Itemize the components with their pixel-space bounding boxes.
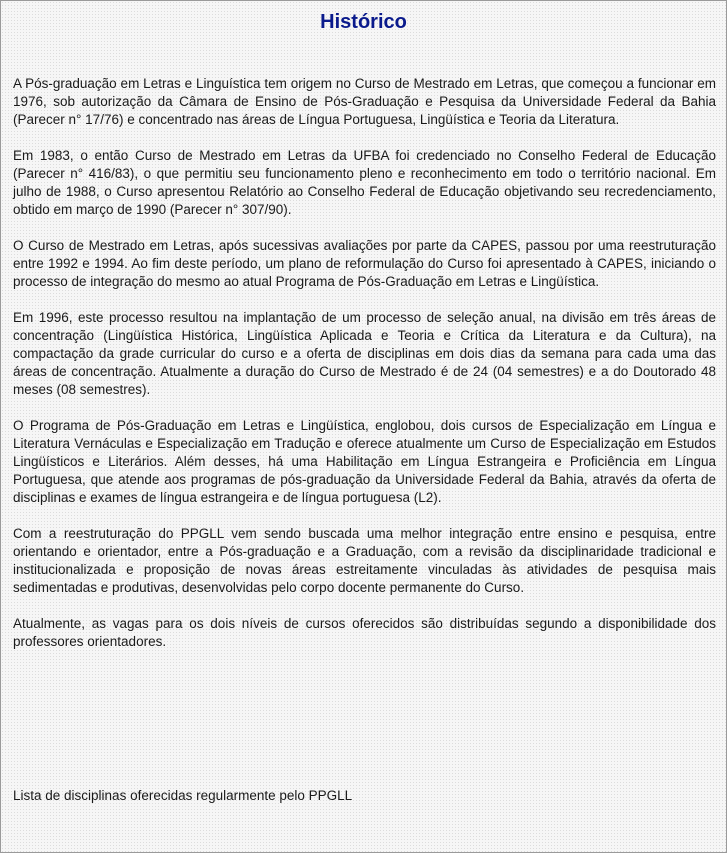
history-content bbox=[13, 75, 716, 669]
page-title: Histórico bbox=[320, 11, 407, 33]
paragraph-accreditation: Em 1983, o então Curso de Mestrado em Letras da UFBA foi credenciado no Conselho Federal de Educação (Parecer n° 416/83), o que permitiu seu funcionamento pleno e reconhecimento em todo o território nacional. Em julho de 1988, o Curso apresentou Relatório ao Conselho Federal de Educação objetivando seu recredenciamento, obtido em março de 1990 (Parecer n° 307/90). bbox=[13, 148, 716, 217]
paragraph-origin: A Pós-graduação em Letras e Linguística tem origem no Curso de Mestrado em Letras, que começou a funcionar em 1976, sob autorização da Câmara de Ensino de Pós-Graduação e Pesquisa da Universidade Federal da Bahia (Parecer n° 17/76) e concentrado nas áreas de Língua Portuguesa, Lingüística e Teoria da Literatura. bbox=[13, 76, 716, 127]
paragraph-restructuring: O Curso de Mestrado em Letras, após sucessivas avaliações por parte da CAPES, passou por uma reestruturação entre 1992 e 1994. Ao fim deste período, um plano de reformulação do Curso foi apresentado à CAPES, iniciando o processo de integração do mesmo ao atual Programa de Pós-Graduação em Letras e Lingüística. bbox=[13, 238, 716, 289]
disciplines-list-link[interactable]: Lista de disciplinas oferecidas regularmente pelo PPGLL bbox=[13, 788, 353, 803]
paragraph-vacancies: Atualmente, as vagas para os dois níveis de cursos oferecidos são distribuídas segundo a disponibilidade dos professores orientadores. bbox=[13, 616, 716, 649]
paragraph-integration: Com a reestruturação do PPGLL vem sendo buscada uma melhor integração entre ensino e pesquisa, entre orientando e orientador, entre a Pós-graduação e a Graduação, com a revisão da disciplinaridade tradicional e institucionalizada e proposição de novas áreas estreitamente vinculadas às atividades de pesquisa mais sedimentadas e produtivas, desenvolvidas pelo corpo docente permanente do Curso. bbox=[13, 526, 716, 595]
paragraph-implementation: Em 1996, este processo resultou na implantação de um processo de seleção anual, na divisão em três áreas de concentração (Lingüística Histórica, Lingüística Aplicada e Teoria e Crítica da Literatura e da Cultura), na compactação da grade curricular do curso e a oferta de disciplinas em dois dias da semana para cada uma das áreas de concentração. Atualmente a duração do Curso de Mestrado é de 24 (04 semestres) e a do Doutorado 48 meses (08 semestres). bbox=[13, 310, 716, 397]
paragraph-specializations: O Programa de Pós-Graduação em Letras e Lingüística, englobou, dois cursos de Especialização em Língua e Literatura Vernáculas e Especialização em Tradução e oferece atualmente um Curso de Especialização em Estudos Lingüísticos e Literários. Além desses, há uma Habilitação em Língua Estrangeira e Proficiência em Língua Portuguesa, que atende aos programas de pós-graduação da Universidade Federal da Bahia, através da oferta de disciplinas e exames de língua estrangeira e de língua portuguesa (L2). bbox=[13, 418, 716, 505]
